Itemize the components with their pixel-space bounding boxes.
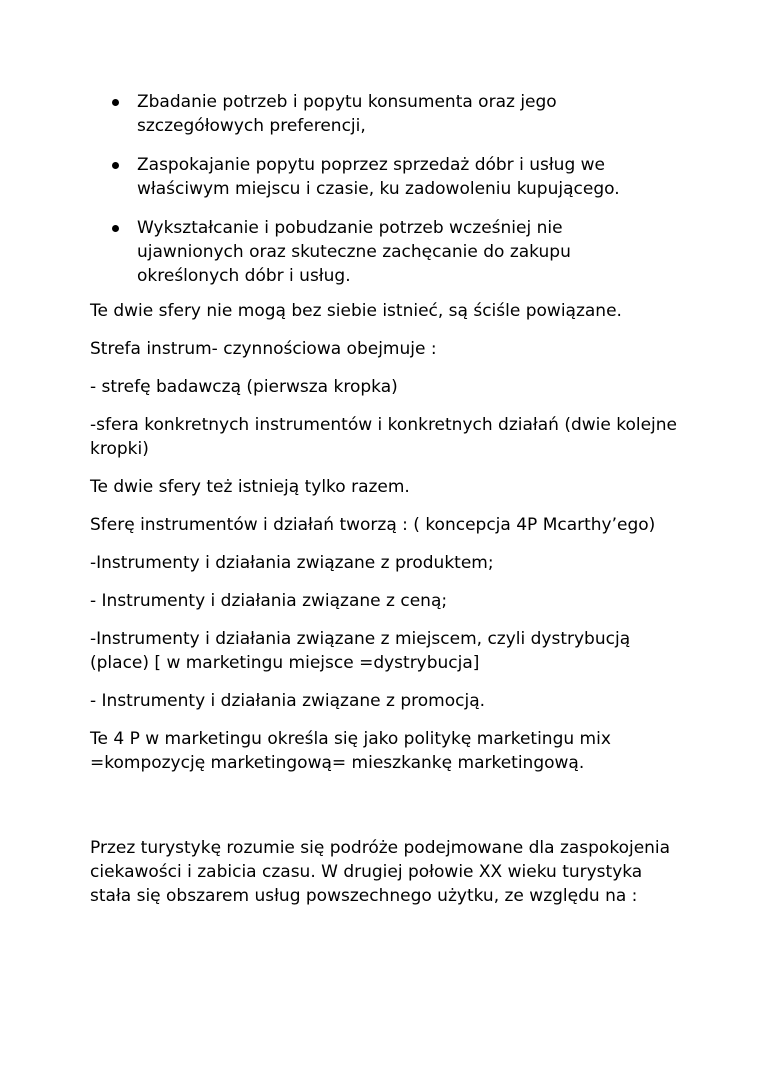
- paragraph: -Instrumenty i działania związane z produktem;: [90, 553, 494, 573]
- final-paragraph: Przez turystykę rozumie się podróże podejmowane dla zaspokojenia ciekawości i zabicia czasu. W drugiej połowie XX wieku turystyka stała się obszarem usług powszechnego użytku, ze względu na :: [90, 838, 671, 906]
- bullet-dot-icon: [112, 225, 119, 232]
- paragraph: Sferę instrumentów i działań tworzą : ( koncepcja 4P Mcarthy’ego): [90, 515, 656, 535]
- bullet-dot-icon: [112, 99, 119, 106]
- paragraph: Te 4 P w marketingu określa się jako politykę marketingu mix =kompozycję marketingową= mieszkankę marketingową.: [90, 729, 611, 773]
- bullet-item: [109, 153, 669, 201]
- paragraph: - strefę badawczą (pierwsza kropka): [90, 377, 398, 397]
- paragraph: Strefa instrum- czynnościowa obejmuje :: [90, 339, 437, 359]
- bullet-list: [109, 90, 669, 303]
- bullet-item: [109, 216, 669, 288]
- paragraph: Te dwie sfery nie mogą bez siebie istnieć, są ściśle powiązane.: [90, 301, 622, 321]
- bullet-text: Zbadanie potrzeb i popytu konsumenta oraz jego szczegółowych preferencji,: [137, 92, 557, 136]
- paragraph: - Instrumenty i działania związane z promocją.: [90, 691, 486, 711]
- bullet-text: Zaspokajanie popytu poprzez sprzedaż dóbr i usług we właściwym miejscu i czasie, ku zadowoleniu kupującego.: [137, 155, 620, 199]
- bullet-item: [109, 90, 669, 138]
- paragraph: -sfera konkretnych instrumentów i konkretnych działań (dwie kolejne kropki): [90, 415, 678, 459]
- paragraph: -Instrumenty i działania związane z miejscem, czyli dystrybucją (place) [ w marketingu miejsce =dystrybucja]: [90, 629, 631, 673]
- paragraph: Te dwie sfery też istnieją tylko razem.: [90, 477, 410, 497]
- bullet-dot-icon: [112, 162, 119, 169]
- paragraph: - Instrumenty i działania związane z ceną;: [90, 591, 448, 611]
- body-paragraphs: [90, 299, 680, 789]
- final-section: [90, 836, 680, 908]
- bullet-text: Wykształcanie i pobudzanie potrzeb wcześniej nie ujawnionych oraz skuteczne zachęcanie do zakupu określonych dóbr i usług.: [137, 218, 571, 286]
